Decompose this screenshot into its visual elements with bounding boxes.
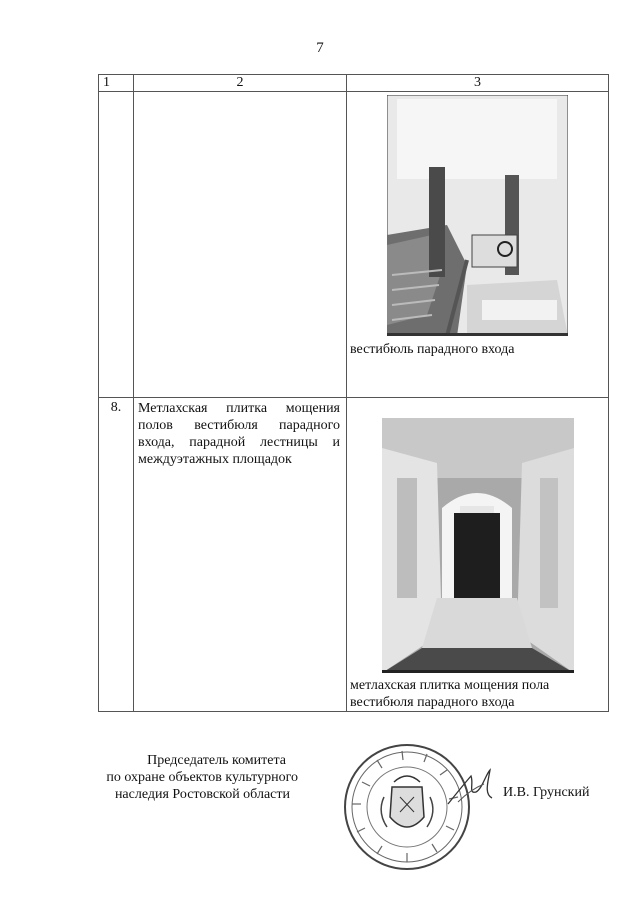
row-description: Метлахская плитка мощения полов вестибюля парадного входа, парадной лестницы и междуэтажных площадок <box>134 398 347 712</box>
position-line-1: Председатель комитета <box>147 753 286 768</box>
position-line-2: по охране объектов культурного <box>106 770 298 785</box>
photo-caption-line-2: вестибюля парадного входа <box>350 695 515 710</box>
header-col-3: 3 <box>347 75 609 92</box>
signatory-position <box>80 752 298 803</box>
table-row <box>99 398 609 712</box>
position-line-3: наследия Ростовской области <box>114 787 290 802</box>
photo-caption-line-1: метлахская плитка мощения пола <box>350 678 550 693</box>
staircase-photo <box>387 95 568 336</box>
header-col-1: 1 <box>99 75 134 92</box>
table-row <box>99 92 609 398</box>
photo-cell <box>347 92 609 398</box>
row-number <box>99 92 134 398</box>
vestibule-tile-photo <box>382 418 574 673</box>
photo-cell <box>347 398 609 712</box>
table-header-row <box>99 75 609 92</box>
row-number: 8. <box>99 398 134 712</box>
photo-caption: вестибюль парадного входа <box>350 342 515 357</box>
signatory-name: И.В. Грунский <box>503 785 590 800</box>
page-number: 7 <box>316 40 324 56</box>
handwritten-signature <box>446 764 496 814</box>
objects-table <box>98 74 609 712</box>
header-col-2: 2 <box>134 75 347 92</box>
row-description <box>134 92 347 398</box>
